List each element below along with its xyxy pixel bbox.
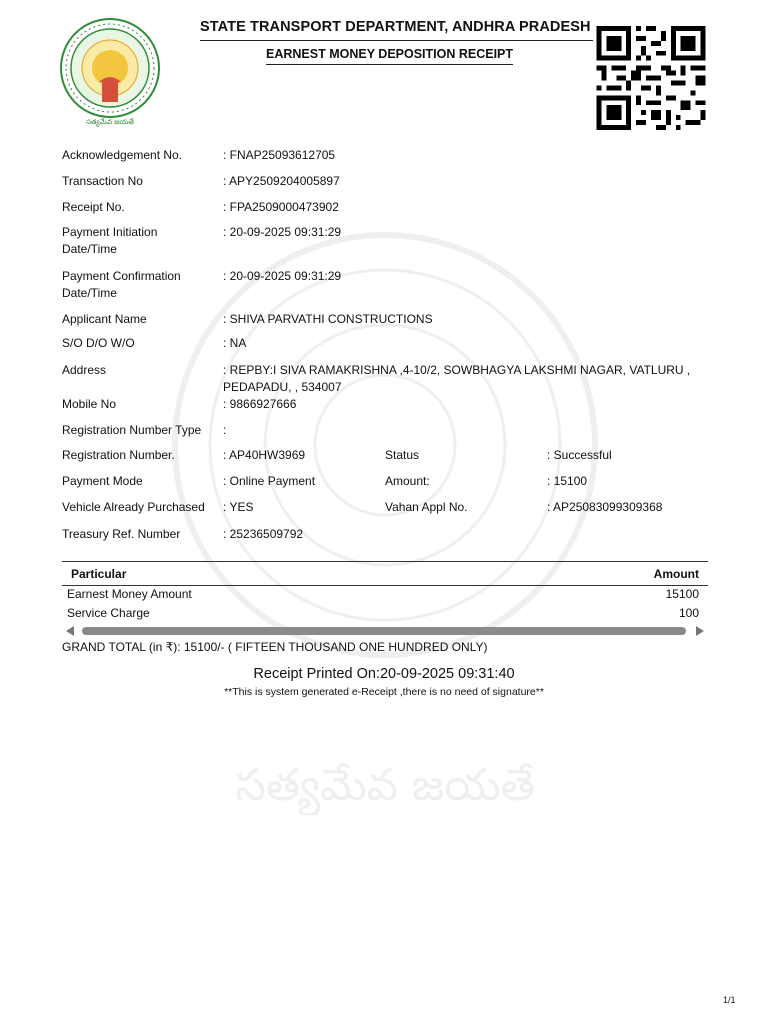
svg-text:సత్యమేవ జయతే: సత్యమేవ జయతే [86, 118, 134, 126]
address-label: Address [62, 363, 107, 377]
receipt-no-label: Receipt No. [62, 200, 125, 214]
vehicle-purchased-value: : YES [223, 500, 254, 514]
receipt-printed-on: Receipt Printed On:20-09-2025 09:31:40 [253, 666, 515, 682]
payment-initiation-value: : 20-09-2025 09:31:29 [223, 225, 342, 239]
amount-value: : 15100 [547, 474, 588, 488]
registration-type-value: : [223, 423, 227, 437]
applicant-name-value: : SHIVA PARVATHI CONSTRUCTIONS [223, 312, 433, 326]
table-row-amount: 100 [678, 606, 699, 620]
acknowledgement-label: Acknowledgement No. [62, 148, 183, 162]
scroll-left-arrow-icon[interactable] [66, 626, 74, 636]
payment-initiation-label-line2: Date/Time [62, 242, 117, 256]
horizontal-scrollbar[interactable] [62, 624, 708, 638]
amount-label: Amount: [385, 474, 430, 488]
title-divider [200, 40, 593, 41]
mobile-value: : 9866927666 [223, 397, 297, 411]
column-header-amount: Amount [653, 567, 699, 581]
acknowledgement-value: : FNAP25093612705 [223, 148, 336, 162]
grand-total: GRAND TOTAL (in ₹): 15100/- ( FIFTEEN THOUSAND ONE HUNDRED ONLY) [62, 640, 488, 654]
payment-initiation-label-line1: Payment Initiation [62, 225, 158, 239]
transaction-value: : APY2509204005897 [223, 174, 340, 188]
status-value: : Successful [547, 448, 612, 462]
receipt-title: EARNEST MONEY DEPOSITION RECEIPT [266, 47, 513, 65]
department-title: STATE TRANSPORT DEPARTMENT, ANDHRA PRADESH [200, 19, 591, 35]
applicant-name-label: Applicant Name [62, 312, 147, 326]
table-row-particular: Service Charge [67, 606, 150, 620]
treasury-ref-label: Treasury Ref. Number [62, 527, 181, 541]
status-label: Status [385, 448, 420, 462]
payment-initiation-label [62, 224, 157, 258]
registration-type-label: Registration Number Type [62, 423, 202, 437]
payment-confirmation-label-line2: Date/Time [62, 286, 117, 300]
registration-number-label: Registration Number. [62, 448, 175, 462]
payment-confirmation-label-line1: Payment Confirmation [62, 269, 181, 283]
registration-number-value: : AP40HW3969 [223, 448, 306, 462]
table-row-particular: Earnest Money Amount [67, 587, 192, 601]
vahan-appl-label: Vahan Appl No. [385, 500, 468, 514]
table-row-amount: 15100 [665, 587, 699, 601]
scroll-right-arrow-icon[interactable] [696, 626, 704, 636]
scrollbar-thumb[interactable] [82, 627, 686, 635]
receipt-no-value: : FPA2509000473902 [223, 200, 339, 214]
payment-mode-value: : Online Payment [223, 474, 316, 488]
system-generated-note: **This is system generated e-Receipt ,there is no need of signature** [224, 686, 544, 698]
qr-code [596, 26, 706, 130]
transaction-label: Transaction No [62, 174, 143, 188]
payment-mode-label: Payment Mode [62, 474, 143, 488]
relation-label: S/O D/O W/O [62, 336, 135, 350]
relation-value: : NA [223, 336, 247, 350]
vehicle-purchased-label: Vehicle Already Purchased [62, 500, 205, 514]
payment-confirmation-label [62, 268, 181, 302]
table-top-border [62, 561, 708, 562]
page-number: 1/1 [723, 995, 736, 1005]
payment-confirmation-value: : 20-09-2025 09:31:29 [223, 269, 342, 283]
table-header-border [62, 585, 708, 586]
mobile-label: Mobile No [62, 397, 117, 411]
watermark-motto: సత్యమేవ జయతే [235, 760, 535, 811]
address-line1: : REPBY:I SIVA RAMAKRISHNA ,4-10/2, SOWBHAGYA LAKSHMI NAGAR, VATLURU , [223, 363, 691, 377]
column-header-particular: Particular [71, 567, 127, 581]
vahan-appl-value: : AP25083099309368 [547, 500, 663, 514]
treasury-ref-value: : 25236509792 [223, 527, 304, 541]
address-line2: PEDAPADU, , 534007 [223, 380, 342, 394]
state-emblem-logo [57, 18, 163, 128]
address-value [223, 362, 713, 396]
